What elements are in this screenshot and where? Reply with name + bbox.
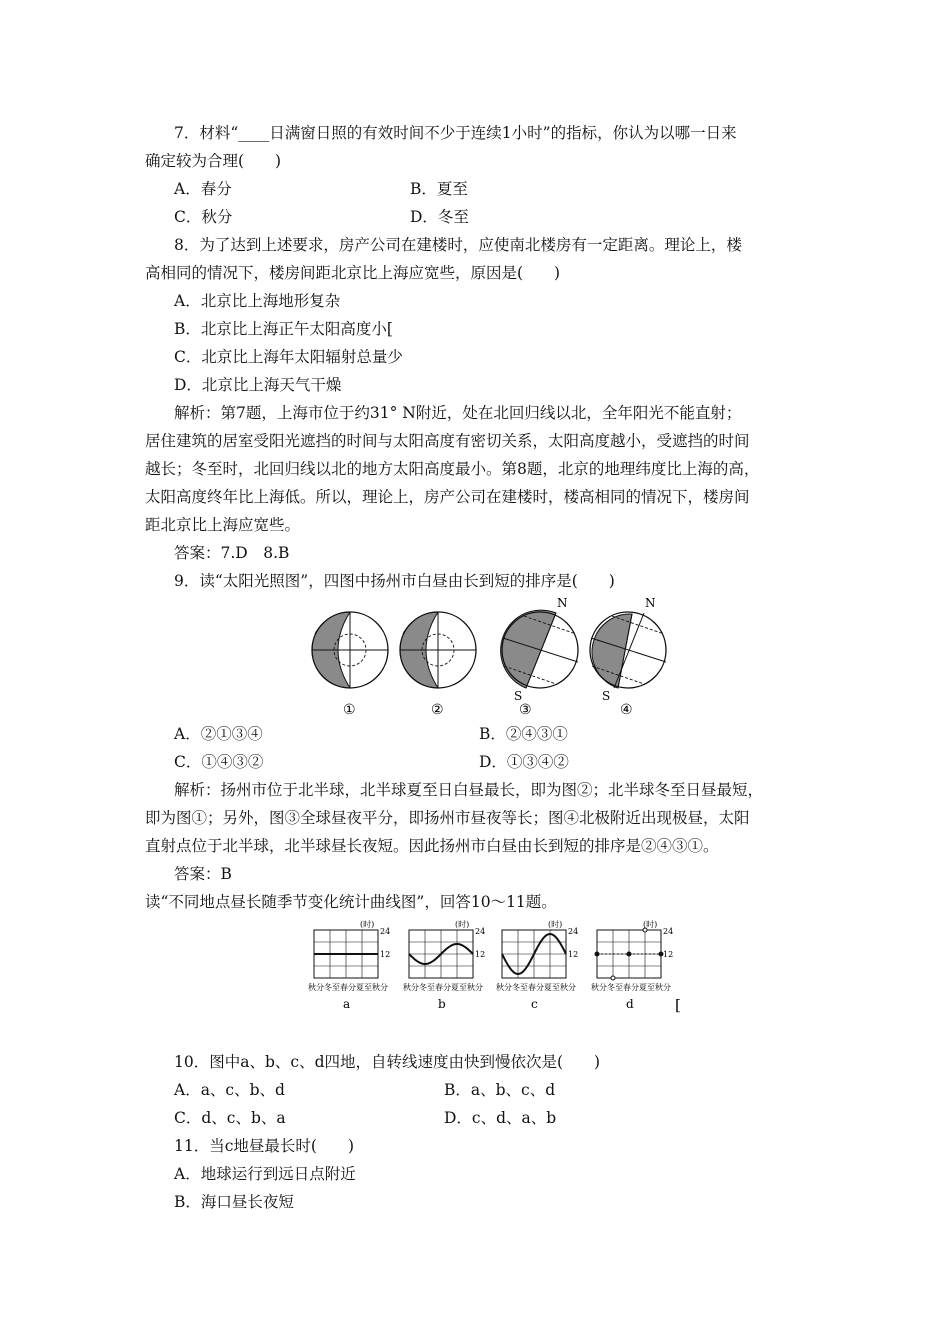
sunlight-diagram: [300, 596, 680, 720]
chart-a-name: a: [343, 997, 351, 1011]
chart-b-ylabel: (时): [455, 920, 470, 929]
q7-option-b: B．夏至: [410, 180, 468, 198]
chart-trailing-bracket: [: [675, 996, 681, 1014]
q9-option-d: D．①③④②: [479, 753, 569, 771]
q10-option-b: B．a、b、c、d: [444, 1081, 556, 1099]
chart-d-name: d: [626, 997, 634, 1011]
globe-3: [501, 610, 578, 688]
chart-c-name: c: [531, 997, 538, 1011]
q10-option-a: A．a、c、b、d: [174, 1081, 285, 1099]
analysis-78-line5: 距北京比上海应宽些。: [145, 516, 301, 534]
q9-stem: 9．读“太阳光照图”，四图中扬州市白昼由长到短的排序是( ): [174, 572, 615, 590]
globe-1-label: ①: [343, 702, 356, 718]
globe-2: [400, 612, 476, 688]
globe-3-south-label: S: [514, 689, 523, 703]
q7-stem-line2: 确定较为合理( ): [145, 152, 282, 170]
q8-option-c: C．北京比上海年太阳辐射总量少: [174, 348, 403, 366]
q10-option-c: C．d、c、b、a: [174, 1109, 286, 1127]
globe-4-north-label: N: [645, 596, 656, 610]
chart-d-ytick-24: 24: [663, 927, 674, 936]
intro-10-11: 读“不同地点昼长随季节变化统计曲线图”，回答10～11题。: [145, 893, 557, 911]
q7-stem-line1: 7．材料“____日满窗日照的有效时间不少于连续1小时”的指标，你认为以哪一日来: [174, 124, 737, 142]
chart-a-xlabel: 秋分冬至春分夏至秋分: [308, 983, 388, 992]
q11-option-a: A．地球运行到远日点附近: [174, 1165, 356, 1183]
q11-stem: 11．当c地昼最长时( ): [174, 1137, 354, 1155]
globe-4: [590, 612, 666, 688]
chart-a-ytick-24: 24: [380, 927, 391, 936]
answer-78: 答案：7.D 8.B: [174, 544, 290, 562]
chart-d-ytick-12: 12: [663, 950, 674, 959]
q9-option-b: B．②④③①: [479, 725, 568, 743]
q9-analysis-line1: 解析：扬州市位于北半球，北半球夏至日白昼最长，即为图②；北半球冬至日昼最短，: [174, 781, 764, 799]
q9-analysis-line2: 即为图①；另外，图③全球昼夜平分，即扬州市昼夜等长；图④北极附近出现极昼，太阳: [145, 809, 750, 827]
chart-b-ytick-24: 24: [475, 927, 486, 936]
q10-option-d: D．c、d、a、b: [444, 1109, 557, 1127]
chart-c-ytick-24: 24: [568, 927, 579, 936]
q8-stem-line1: 8．为了达到上述要求，房产公司在建楼时，应使南北楼房有一定距离。理论上，楼: [174, 236, 742, 254]
chart-d-ylabel: (时): [643, 920, 658, 929]
chart-b-name: b: [438, 997, 446, 1011]
day-length-charts: [300, 918, 690, 1022]
chart-d-point: [595, 952, 599, 956]
globe-3-north-label: N: [557, 596, 568, 610]
q7-option-d: D．冬至: [410, 208, 469, 226]
q7-option-a: A．春分: [174, 180, 232, 198]
chart-a-ylabel: (时): [360, 920, 375, 929]
q9-option-c: C．①④③②: [174, 753, 264, 771]
globe-2-label: ②: [431, 702, 444, 718]
chart-c-ytick-12: 12: [568, 950, 579, 959]
chart-d-xlabel: 秋分冬至春分夏至秋分: [591, 983, 671, 992]
analysis-78-line4: 太阳高度终年比上海低。所以，理论上，房产公司在建楼时，楼高相同的情况下，楼房间: [145, 488, 750, 506]
q9-option-a: A．②①③④: [174, 725, 263, 743]
globe-4-label: ④: [620, 702, 633, 718]
chart-c-ylabel: (时): [548, 920, 563, 929]
analysis-78-line2: 居住建筑的居室受阳光遮挡的时间与太阳高度有密切关系，太阳高度越小，受遮挡的时间: [145, 432, 750, 450]
chart-c-xlabel: 秋分冬至春分夏至秋分: [496, 983, 576, 992]
q10-stem: 10．图中a、b、c、d四地，自转线速度由快到慢依次是( ): [174, 1053, 601, 1071]
globe-3-label: ③: [519, 702, 532, 718]
analysis-78-line1: 解析：第7题，上海市位于约31° N附近，处在北回归线以北，全年阳光不能直射；: [174, 404, 742, 422]
globe-1: [312, 612, 388, 688]
chart-b-xlabel: 秋分冬至春分夏至秋分: [403, 983, 483, 992]
q8-option-b: B．北京比上海正午太阳高度小[: [174, 320, 393, 338]
chart-b-ytick-12: 12: [475, 950, 486, 959]
chart-d-point: [611, 976, 615, 980]
analysis-78-line3: 越长；冬至时，北回归线以北的地方太阳高度最小。第8题，北京的地理纬度比上海的高，: [145, 460, 760, 478]
q7-option-c: C．秋分: [174, 208, 233, 226]
q9-answer: 答案：B: [174, 865, 232, 883]
chart-d-point: [627, 952, 631, 956]
globe-4-south-label: S: [602, 689, 611, 703]
q9-analysis-line3: 直射点位于北半球，北半球昼长夜短。因此扬州市白昼由长到短的排序是②④③①。: [145, 837, 719, 855]
q8-stem-line2: 高相同的情况下，楼房间距北京比上海应宽些，原因是( ): [145, 264, 561, 282]
q8-option-d: D．北京比上海天气干燥: [174, 376, 342, 394]
chart-a-ytick-12: 12: [380, 950, 391, 959]
q8-option-a: A．北京比上海地形复杂: [174, 292, 341, 310]
q11-option-b: B．海口昼长夜短: [174, 1193, 294, 1211]
